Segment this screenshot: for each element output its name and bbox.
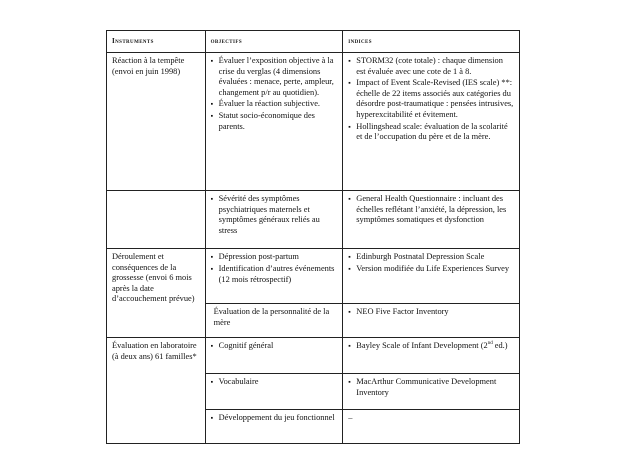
indices-cell xyxy=(343,304,520,338)
retrospective-note: (12 mois rétrospectif) xyxy=(218,275,292,285)
indices-list xyxy=(348,307,514,318)
objectifs-cell xyxy=(205,191,343,249)
table-row xyxy=(107,338,520,374)
indices-list xyxy=(348,194,514,226)
list-item: ▪ Cognitif général xyxy=(211,341,338,352)
objectifs-cell xyxy=(205,53,343,191)
list-item xyxy=(348,341,514,352)
header-instruments: Instruments xyxy=(107,31,206,53)
list-item: ▪ Hollingshead scale: évaluation de la scolarité et de l’occupation du père et de la mère. xyxy=(348,122,514,143)
instruments-table xyxy=(106,30,520,444)
bayley-text: Bayley Scale of Infant Development (2 xyxy=(356,341,488,350)
table-row xyxy=(107,53,520,191)
objectifs-list xyxy=(211,252,338,274)
list-item: ▪ Statut socio-économique des parents. xyxy=(211,111,338,132)
list-item: ▪ General Health Questionnaire : incluant des échelles reflétant l’anxiété, la dépression, les symptômes somatiques et dysfonction xyxy=(348,194,514,226)
indices-cell xyxy=(343,249,520,304)
list-item: ▪ Edinburgh Postnatal Depression Scale xyxy=(348,252,514,263)
table-header-row xyxy=(107,31,520,53)
list-item: ▪ Sévérité des symptômes psychiatriques maternels et symptômes généraux reliés au stress xyxy=(211,194,338,236)
indices-cell xyxy=(343,191,520,249)
objectifs-cell xyxy=(205,249,343,304)
objectifs-cell xyxy=(205,374,343,410)
header-indices: indices xyxy=(343,31,520,53)
list-item: ▪ Impact of Event Scale-Revised (IES scale) **: échelle de 22 items associés aux catégories du désordre post-traumatique : pensées intrusives, hyperexcitabilité et évitement. xyxy=(348,78,514,120)
bayley-edition: ed.) xyxy=(492,341,508,350)
document-page xyxy=(106,30,520,444)
header-objectifs: objectifs xyxy=(205,31,343,53)
phase-cell: Déroulement et conséquences de la grossesse (envoi 6 mois après la date d’accouchement prévue) xyxy=(107,249,206,338)
edition-superscript: nd xyxy=(487,341,493,347)
indices-cell xyxy=(343,338,520,374)
list-item: ▪ Dépression post-partum xyxy=(211,252,338,263)
indices-cell: – xyxy=(343,410,520,444)
table-row xyxy=(107,249,520,304)
indices-cell xyxy=(343,53,520,191)
objectifs-cell: Évaluation de la personnalité de la mère xyxy=(205,304,343,338)
objectifs-list xyxy=(211,377,338,388)
list-item: ▪ Vocabulaire xyxy=(211,377,338,388)
phase-cell: Évaluation en laboratoire (à deux ans) 61 familles* xyxy=(107,338,206,444)
indices-cell xyxy=(343,374,520,410)
objectifs-cell xyxy=(205,410,343,444)
indices-list xyxy=(348,377,514,398)
indices-list xyxy=(348,252,514,274)
objectifs-list xyxy=(211,341,338,352)
table-row xyxy=(107,191,520,249)
objectifs-list xyxy=(211,56,338,132)
list-item: ▪ STORM32 (cote totale) : chaque dimension est évaluée avec une cote de 1 à 8. xyxy=(348,56,514,77)
list-item: ▪ Développement du jeu fonctionnel xyxy=(211,413,338,424)
list-item: ▪ NEO Five Factor Inventory xyxy=(348,307,514,318)
objectifs-cell xyxy=(205,338,343,374)
phase-cell xyxy=(107,191,206,249)
objectifs-list xyxy=(211,413,338,424)
list-item: ▪ Évaluer l’exposition objective à la crise du verglas (4 dimensions évaluées : menace, perte, ampleur, changement p/r au quotidien). xyxy=(211,56,338,98)
indices-list xyxy=(348,56,514,143)
indices-list xyxy=(348,341,514,352)
list-item: ▪ Identification d’autres événements xyxy=(211,264,338,275)
objectifs-list xyxy=(211,194,338,236)
list-item: ▪ Évaluer la réaction subjective. xyxy=(211,99,338,110)
list-item: ▪ MacArthur Communicative Development Inventory xyxy=(348,377,514,398)
phase-cell: Réaction à la tempête (envoi en juin 1998) xyxy=(107,53,206,191)
list-item: ▪ Version modifiée du Life Experiences Survey xyxy=(348,264,514,275)
